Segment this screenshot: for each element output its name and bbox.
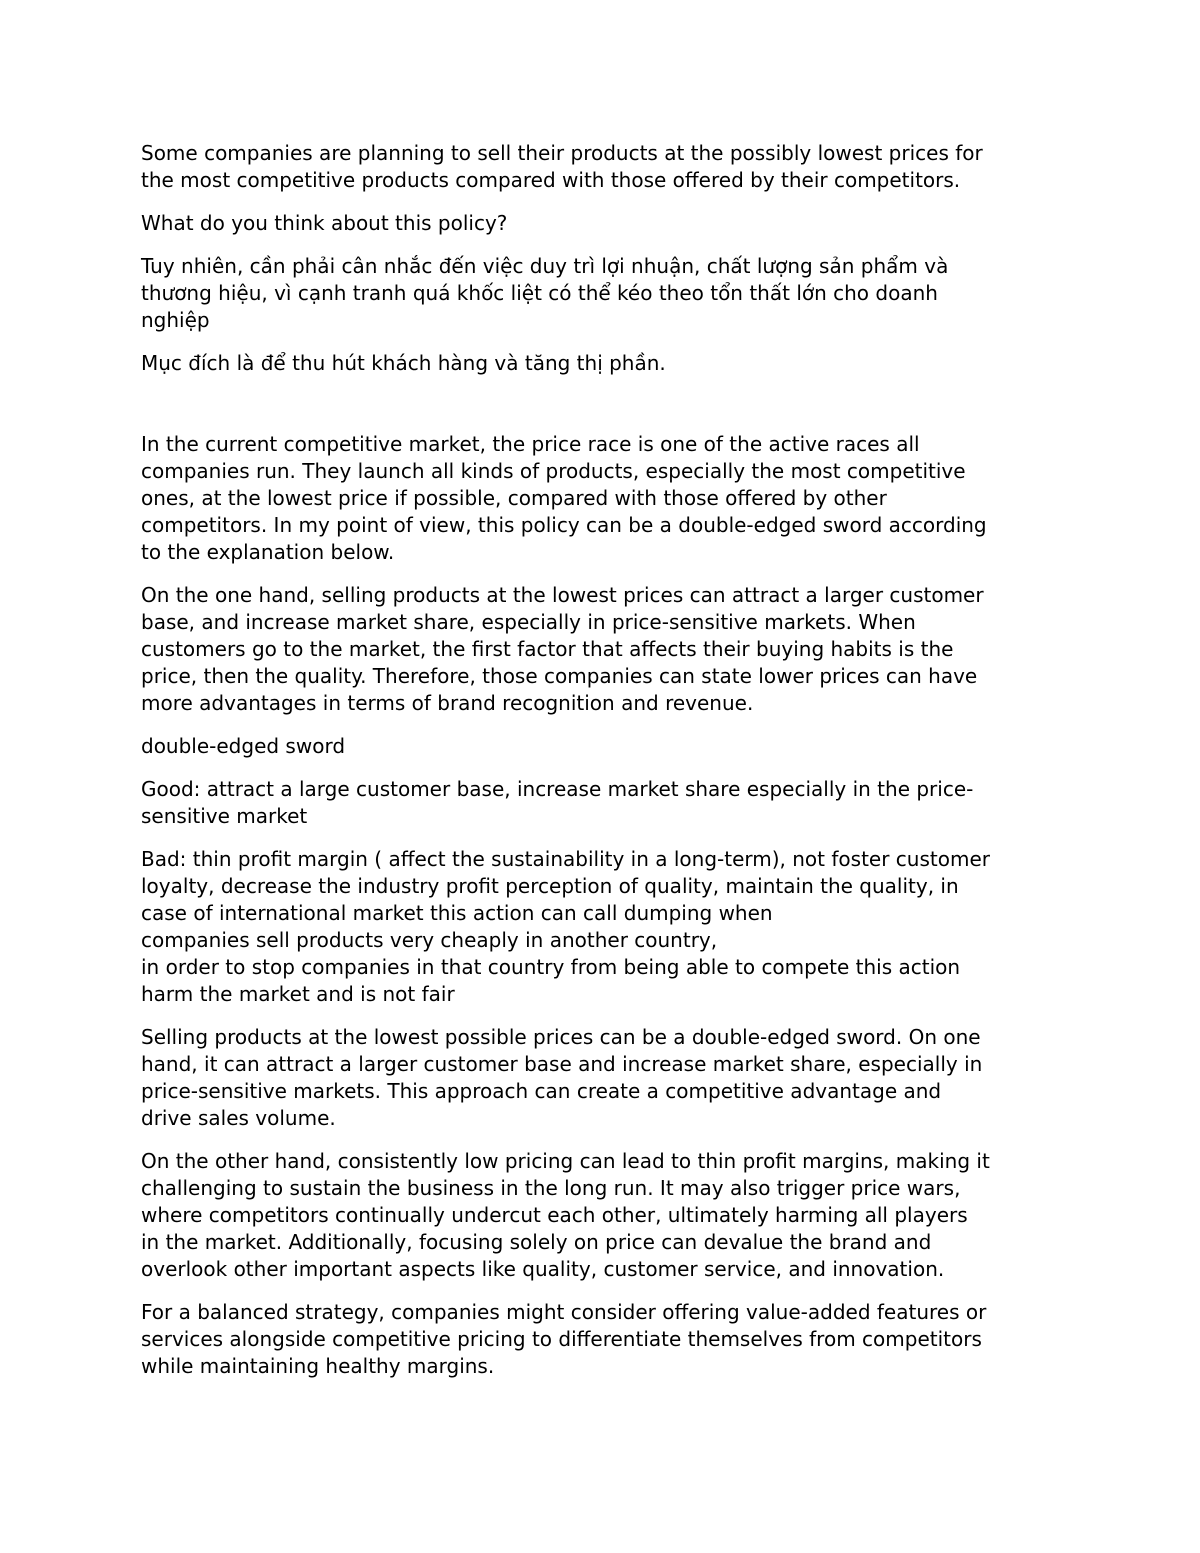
essay-body-paragraph: On the one hand, selling products at the lowest prices can attract a larger customer base, and increase market share, especially in price-sensitive markets. When customers go to the market, the first factor that affects their buying habits is the price, then the quality. Therefore, those companies can state lower prices can have more advantages in terms of brand recognition and revenue.: [141, 583, 984, 715]
summary-paragraph-2: On the other hand, consistently low pricing can lead to thin profit margins, making it challenging to sustain the business in the long run. It may also trigger price wars, where competitors continually undercut each other, ultimately harming all players in the market. Additionally, focusing solely on price can devalue the brand and overlook other important aspects like quality, customer service, and innovation.: [141, 1149, 990, 1281]
vietnamese-note-2: Mục đích là để thu hút khách hàng và tăng thị phần.: [141, 351, 666, 375]
note-heading: double-edged sword: [141, 734, 346, 758]
document-body: [141, 140, 1066, 1396]
blank-line: [141, 393, 1066, 431]
summary-paragraph-3: For a balanced strategy, companies might consider offering value-added features or services alongside competitive pricing to differentiate themselves from competitors while maintaining healthy margins.: [141, 1300, 987, 1378]
vietnamese-note-1: Tuy nhiên, cần phải cân nhắc đến việc duy trì lợi nhuận, chất lượng sản phẩm và thương hiệu, vì cạnh tranh quá khốc liệt có thể kéo theo tổn thất lớn cho doanh nghiệp: [141, 254, 949, 332]
note-good-points: Good: attract a large customer base, increase market share especially in the price- sensitive market: [141, 777, 974, 828]
note-bad-points: Bad: thin profit margin ( affect the sustainability in a long-term), not foster customer loyalty, decrease the industry profit perception of quality, maintain the quality, in case of international market this action can call dumping when companies sell products very cheaply in another country, in order to stop companies in that country from being able to compete this action harm the market and is not fair: [141, 847, 990, 1006]
question-text: What do you think about this policy?: [141, 211, 508, 235]
essay-introduction: In the current competitive market, the price race is one of the active races all companies run. They launch all kinds of products, especially the most competitive ones, at the lowest price if possible, compared with those offered by other competitors. In my point of view, this policy can be a double-edged sword according to the explanation below.: [141, 432, 987, 564]
question-prompt: Some companies are planning to sell their products at the possibly lowest prices for the most competitive products compared with those offered by their competitors.: [141, 141, 983, 192]
summary-paragraph-1: Selling products at the lowest possible prices can be a double-edged sword. On one hand, it can attract a larger customer base and increase market share, especially in price-sensitive markets. This approach can create a competitive advantage and drive sales volume.: [141, 1025, 983, 1130]
